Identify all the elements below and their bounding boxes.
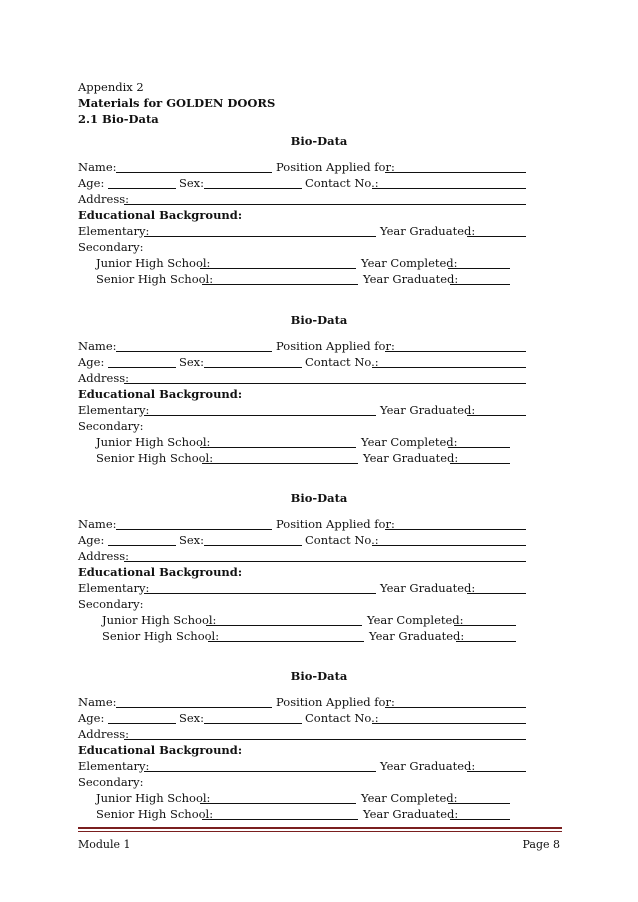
age-label: Age:: [78, 711, 105, 725]
junior-high-field[interactable]: [206, 625, 362, 626]
elementary-field[interactable]: [144, 236, 376, 237]
junior-high-year-field[interactable]: [448, 447, 510, 448]
footer-module: Module 1: [78, 838, 131, 851]
elementary-row: [78, 224, 528, 240]
sex-label: Sex:: [179, 176, 205, 190]
contact-field[interactable]: [372, 367, 526, 368]
age-label: Age:: [78, 355, 105, 369]
contact-label: Contact No.:: [305, 176, 379, 190]
year-graduated-label: Year Graduated:: [380, 581, 476, 595]
address-label: Address:: [78, 727, 130, 741]
junior-high-field[interactable]: [200, 803, 356, 804]
sex-label: Sex:: [179, 533, 205, 547]
sex-label: Sex:: [179, 355, 205, 369]
senior-high-row: [96, 807, 512, 823]
senior-high-row: [96, 272, 512, 288]
age-row: [78, 711, 528, 727]
elementary-field[interactable]: [144, 771, 376, 772]
elementary-year-field[interactable]: [467, 236, 526, 237]
senior-high-label: Senior High School:: [102, 629, 220, 643]
address-row: [78, 727, 528, 743]
junior-high-label: Junior High School:: [96, 435, 211, 449]
elementary-row: [78, 403, 528, 419]
year-graduated-label: Year Graduated:: [369, 629, 465, 643]
educational-background-heading: Educational Background:: [78, 208, 243, 222]
name-field[interactable]: [116, 707, 272, 708]
year-graduated-label: Year Graduated:: [380, 403, 476, 417]
age-field[interactable]: [108, 188, 176, 189]
position-field[interactable]: [385, 172, 526, 173]
year-graduated-label: Year Graduated:: [363, 451, 459, 465]
address-label: Address:: [78, 192, 130, 206]
position-label: Position Applied for:: [276, 517, 395, 531]
section-heading: 2.1 Bio-Data: [78, 112, 159, 126]
secondary-label: Secondary:: [78, 597, 144, 611]
elementary-label: Elementary:: [78, 581, 150, 595]
address-field[interactable]: [124, 204, 526, 205]
senior-high-year-field[interactable]: [450, 284, 510, 285]
name-field[interactable]: [116, 172, 272, 173]
age-row: [78, 533, 528, 549]
name-row: [78, 517, 528, 533]
senior-high-year-field[interactable]: [456, 641, 516, 642]
senior-high-label: Senior High School:: [96, 807, 214, 821]
junior-high-label: Junior High School:: [96, 256, 211, 270]
contact-label: Contact No.:: [305, 711, 379, 725]
age-field[interactable]: [108, 723, 176, 724]
age-row: [78, 355, 528, 371]
contact-field[interactable]: [372, 188, 526, 189]
footer-rule: [78, 827, 562, 829]
secondary-label: Secondary:: [78, 419, 144, 433]
name-field[interactable]: [116, 529, 272, 530]
address-field[interactable]: [124, 739, 526, 740]
junior-high-year-field[interactable]: [448, 803, 510, 804]
year-completed-label: Year Completed:: [361, 256, 458, 270]
sex-field[interactable]: [204, 367, 302, 368]
senior-high-field[interactable]: [202, 819, 358, 820]
address-row: [78, 192, 528, 208]
junior-high-field[interactable]: [200, 268, 356, 269]
year-completed-label: Year Completed:: [361, 791, 458, 805]
elementary-year-field[interactable]: [467, 415, 526, 416]
junior-high-row: [96, 791, 512, 807]
contact-label: Contact No.:: [305, 355, 379, 369]
senior-high-year-field[interactable]: [450, 463, 510, 464]
elementary-row: [78, 581, 528, 597]
educational-background-heading: Educational Background:: [78, 387, 243, 401]
position-field[interactable]: [385, 529, 526, 530]
name-row: [78, 160, 528, 176]
position-field[interactable]: [385, 707, 526, 708]
elementary-label: Elementary:: [78, 224, 150, 238]
form-title: Bio-Data: [290, 134, 348, 148]
senior-high-year-field[interactable]: [450, 819, 510, 820]
address-row: [78, 549, 528, 565]
name-label: Name:: [78, 339, 117, 353]
senior-high-field[interactable]: [202, 463, 358, 464]
senior-high-row: [102, 629, 518, 645]
secondary-label: Secondary:: [78, 240, 144, 254]
contact-field[interactable]: [372, 545, 526, 546]
junior-high-label: Junior High School:: [102, 613, 217, 627]
position-label: Position Applied for:: [276, 339, 395, 353]
junior-high-row: [96, 256, 512, 272]
year-graduated-label: Year Graduated:: [380, 224, 476, 238]
name-row: [78, 339, 528, 355]
year-completed-label: Year Completed:: [361, 435, 458, 449]
sex-field[interactable]: [204, 545, 302, 546]
junior-high-label: Junior High School:: [96, 791, 211, 805]
footer-page-number: Page 8: [522, 838, 560, 851]
elementary-field[interactable]: [144, 593, 376, 594]
elementary-year-field[interactable]: [467, 771, 526, 772]
appendix-label: Appendix 2: [78, 80, 144, 94]
senior-high-field[interactable]: [202, 284, 358, 285]
age-field[interactable]: [108, 367, 176, 368]
address-row: [78, 371, 528, 387]
year-graduated-label: Year Graduated:: [363, 272, 459, 286]
name-row: [78, 695, 528, 711]
senior-high-label: Senior High School:: [96, 451, 214, 465]
junior-high-row: [96, 435, 512, 451]
address-field[interactable]: [124, 561, 526, 562]
position-field[interactable]: [385, 351, 526, 352]
junior-high-year-field[interactable]: [454, 625, 516, 626]
senior-high-row: [96, 451, 512, 467]
elementary-year-field[interactable]: [467, 593, 526, 594]
age-row: [78, 176, 528, 192]
sex-field[interactable]: [204, 723, 302, 724]
sex-field[interactable]: [204, 188, 302, 189]
name-label: Name:: [78, 695, 117, 709]
elementary-label: Elementary:: [78, 759, 150, 773]
elementary-row: [78, 759, 528, 775]
form-title: Bio-Data: [290, 669, 348, 683]
form-title: Bio-Data: [290, 313, 348, 327]
footer-rule-thin: [78, 831, 562, 832]
contact-label: Contact No.:: [305, 533, 379, 547]
elementary-label: Elementary:: [78, 403, 150, 417]
sex-label: Sex:: [179, 711, 205, 725]
address-field[interactable]: [124, 383, 526, 384]
position-label: Position Applied for:: [276, 160, 395, 174]
educational-background-heading: Educational Background:: [78, 743, 243, 757]
secondary-label: Secondary:: [78, 775, 144, 789]
year-graduated-label: Year Graduated:: [380, 759, 476, 773]
educational-background-heading: Educational Background:: [78, 565, 243, 579]
junior-high-field[interactable]: [200, 447, 356, 448]
senior-high-field[interactable]: [208, 641, 364, 642]
name-label: Name:: [78, 517, 117, 531]
age-label: Age:: [78, 533, 105, 547]
position-label: Position Applied for:: [276, 695, 395, 709]
name-label: Name:: [78, 160, 117, 174]
address-label: Address:: [78, 371, 130, 385]
form-title: Bio-Data: [290, 491, 348, 505]
age-label: Age:: [78, 176, 105, 190]
name-field[interactable]: [116, 351, 272, 352]
materials-heading: Materials for GOLDEN DOORS: [78, 96, 276, 110]
address-label: Address:: [78, 549, 130, 563]
senior-high-label: Senior High School:: [96, 272, 214, 286]
elementary-field[interactable]: [144, 415, 376, 416]
age-field[interactable]: [108, 545, 176, 546]
contact-field[interactable]: [372, 723, 526, 724]
year-graduated-label: Year Graduated:: [363, 807, 459, 821]
junior-high-year-field[interactable]: [448, 268, 510, 269]
junior-high-row: [102, 613, 518, 629]
year-completed-label: Year Completed:: [367, 613, 464, 627]
